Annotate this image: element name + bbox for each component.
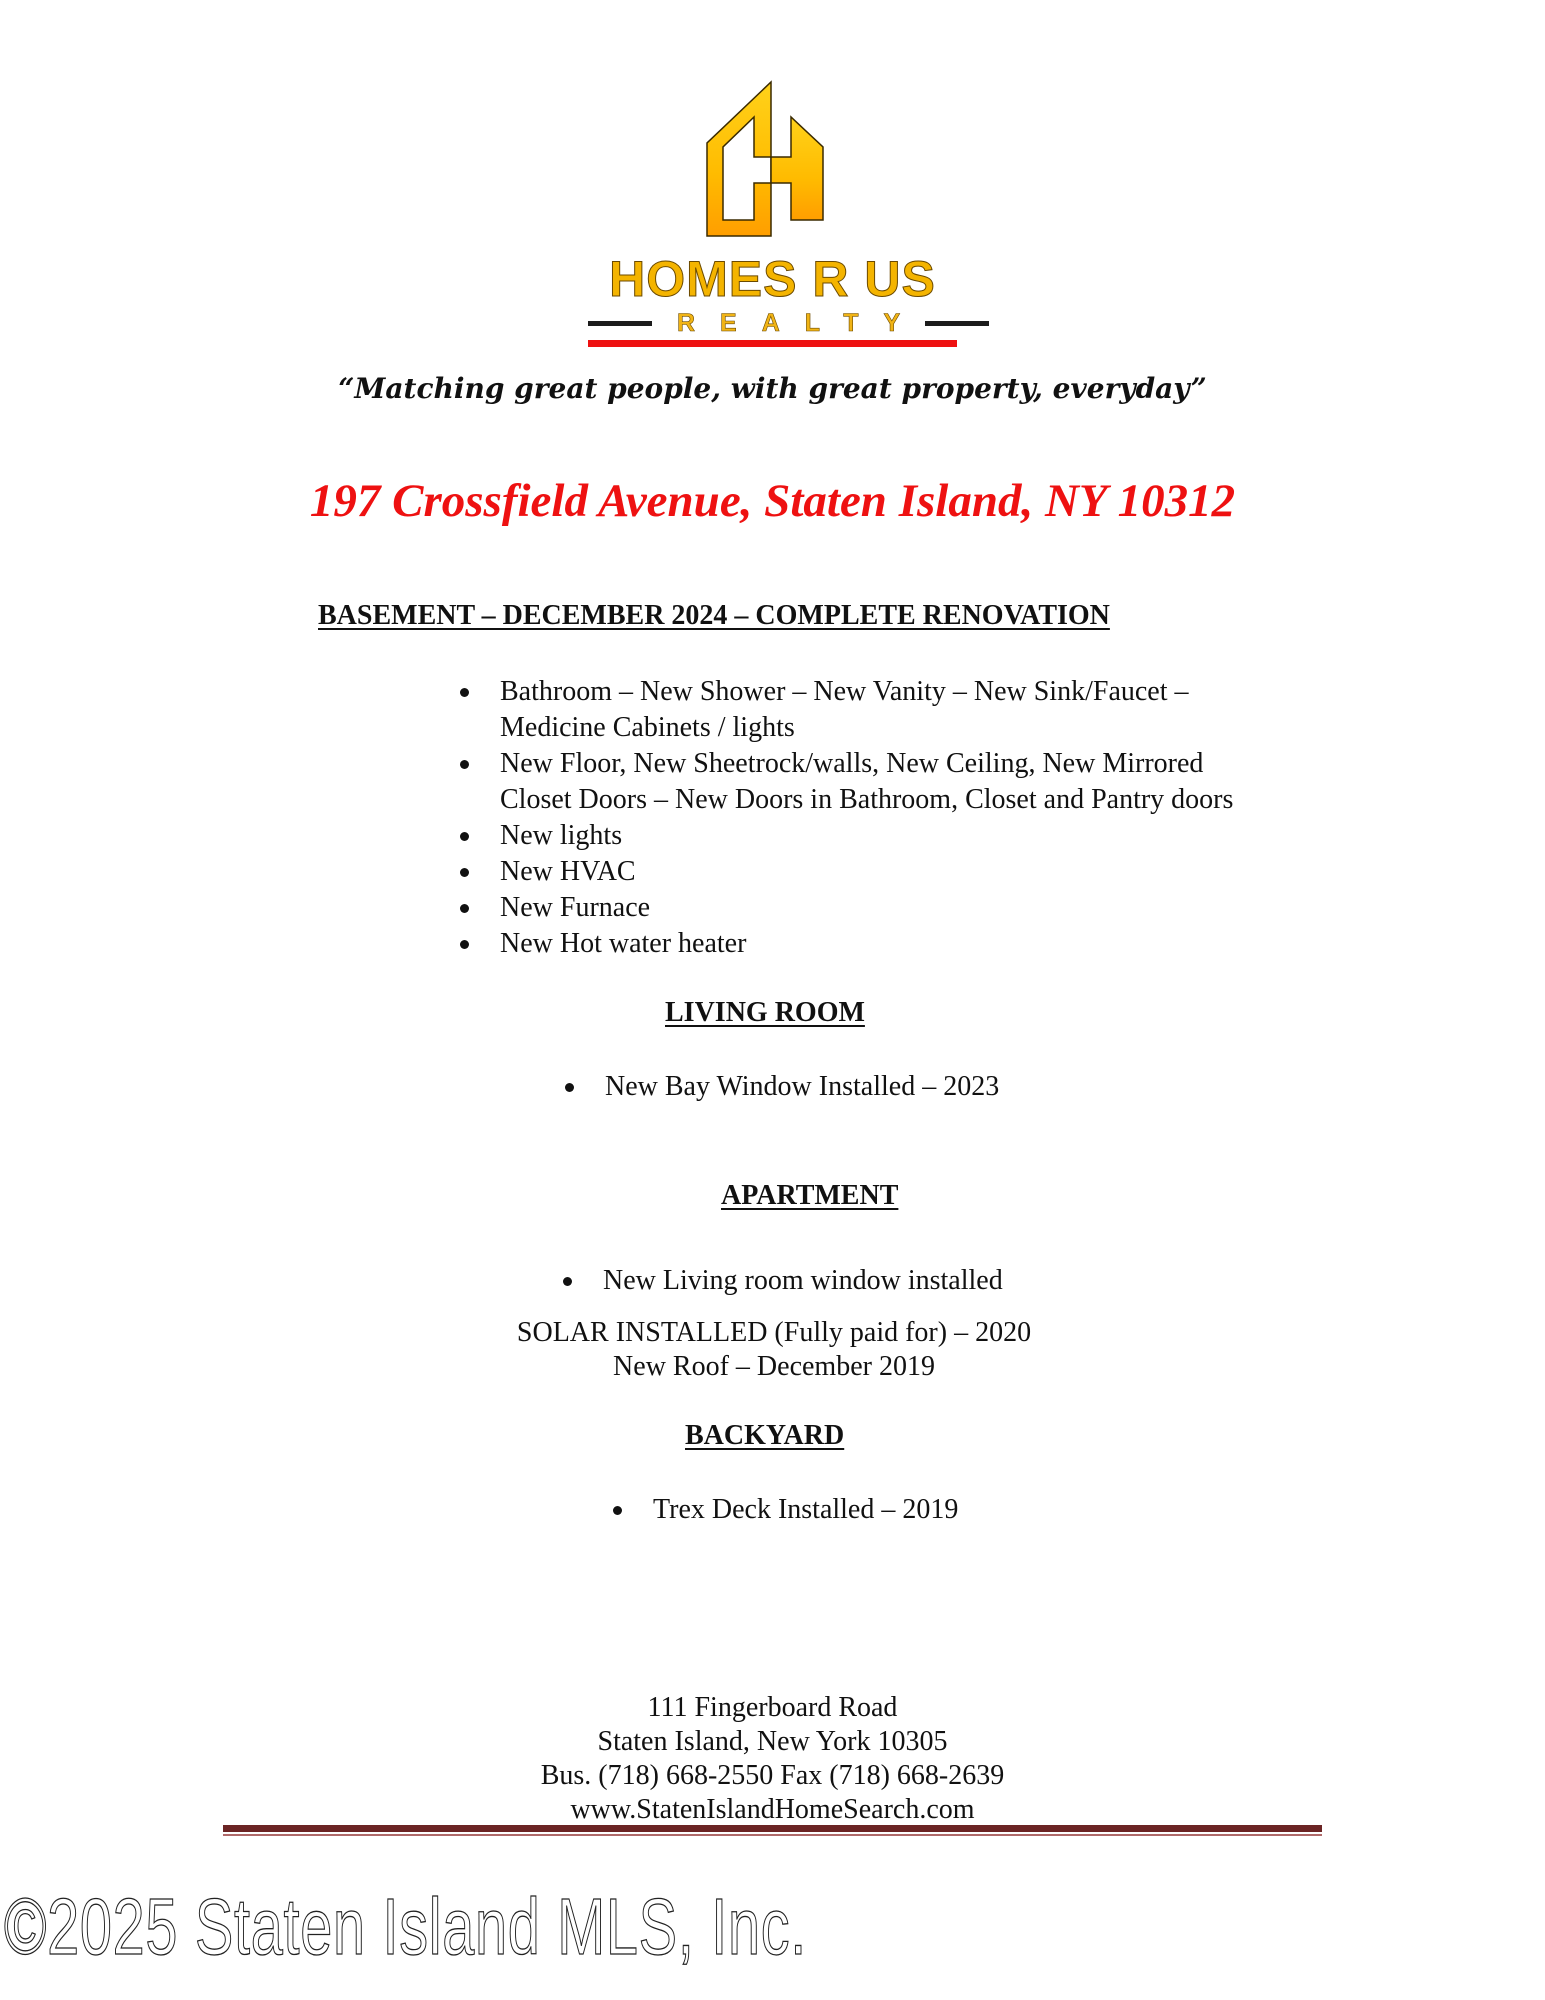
footer-rule-thin [223,1834,1322,1836]
section-heading-living-room: LIVING ROOM [665,997,865,1028]
footer-website-link[interactable]: www.StatenIslandHomeSearch.com [570,1794,975,1825]
list-item: Trex Deck Installed – 2019 [653,1492,958,1528]
footer-rule [223,1825,1322,1832]
property-address: 197 Crossfield Avenue, Staten Island, NY 10312 [309,475,1236,527]
footer-city: Staten Island, New York 10305 [597,1726,948,1757]
bullet-icon [460,904,469,913]
bullet-icon [563,1277,572,1286]
section-heading-apartment: APARTMENT [721,1180,899,1211]
section-heading-backyard: BACKYARD [685,1420,845,1451]
basement-list [500,674,1233,962]
bullet-icon [565,1083,574,1092]
footer-phones: Bus. (718) 668-2550 Fax (718) 668-2639 [540,1760,1005,1791]
list-item: New Living room window installed [603,1263,1003,1299]
brand-rule-left [588,321,652,326]
mls-watermark: ©2025 Staten Island MLS, Inc. [4,1882,807,1971]
list-item: New Hot water heater [500,926,1233,962]
list-item: New Furnace [500,890,1233,926]
brand-rule-right [925,321,989,326]
notes [0,1316,1545,1384]
brand-red-bar [588,340,957,347]
brand-name: HOMES R US [609,251,936,307]
list-item: New lights [500,818,1233,854]
list-item: New HVAC [500,854,1233,890]
section-heading-basement: BASEMENT – DECEMBER 2024 – COMPLETE RENOVATION [318,600,1110,631]
roof-note: New Roof – December 2019 [613,1351,935,1382]
footer-contact [0,1691,1545,1827]
bullet-icon [460,940,469,949]
tagline: “Matching great people, with great property, everyday” [338,372,1207,405]
house-h-logo-icon [700,76,830,242]
footer-street: 111 Fingerboard Road [647,1692,898,1723]
bullet-icon [613,1506,622,1515]
bullet-icon [460,688,469,697]
bullet-icon [460,832,469,841]
solar-note: SOLAR INSTALLED (Fully paid for) – 2020 [516,1317,1032,1348]
brand-subtitle: REALTY [677,309,926,337]
brand-subtitle-row [588,308,957,338]
list-item: New Bay Window Installed – 2023 [605,1069,999,1105]
bullet-icon [460,868,469,877]
list-item: New Floor, New Sheetrock/walls, New Ceiling, New Mirrored Closet Doors – New Doors in Bathroom, Closet and Pantry doors [500,746,1233,818]
bullet-icon [460,760,469,769]
list-item: Bathroom – New Shower – New Vanity – New Sink/Faucet – Medicine Cabinets / lights [500,674,1233,746]
